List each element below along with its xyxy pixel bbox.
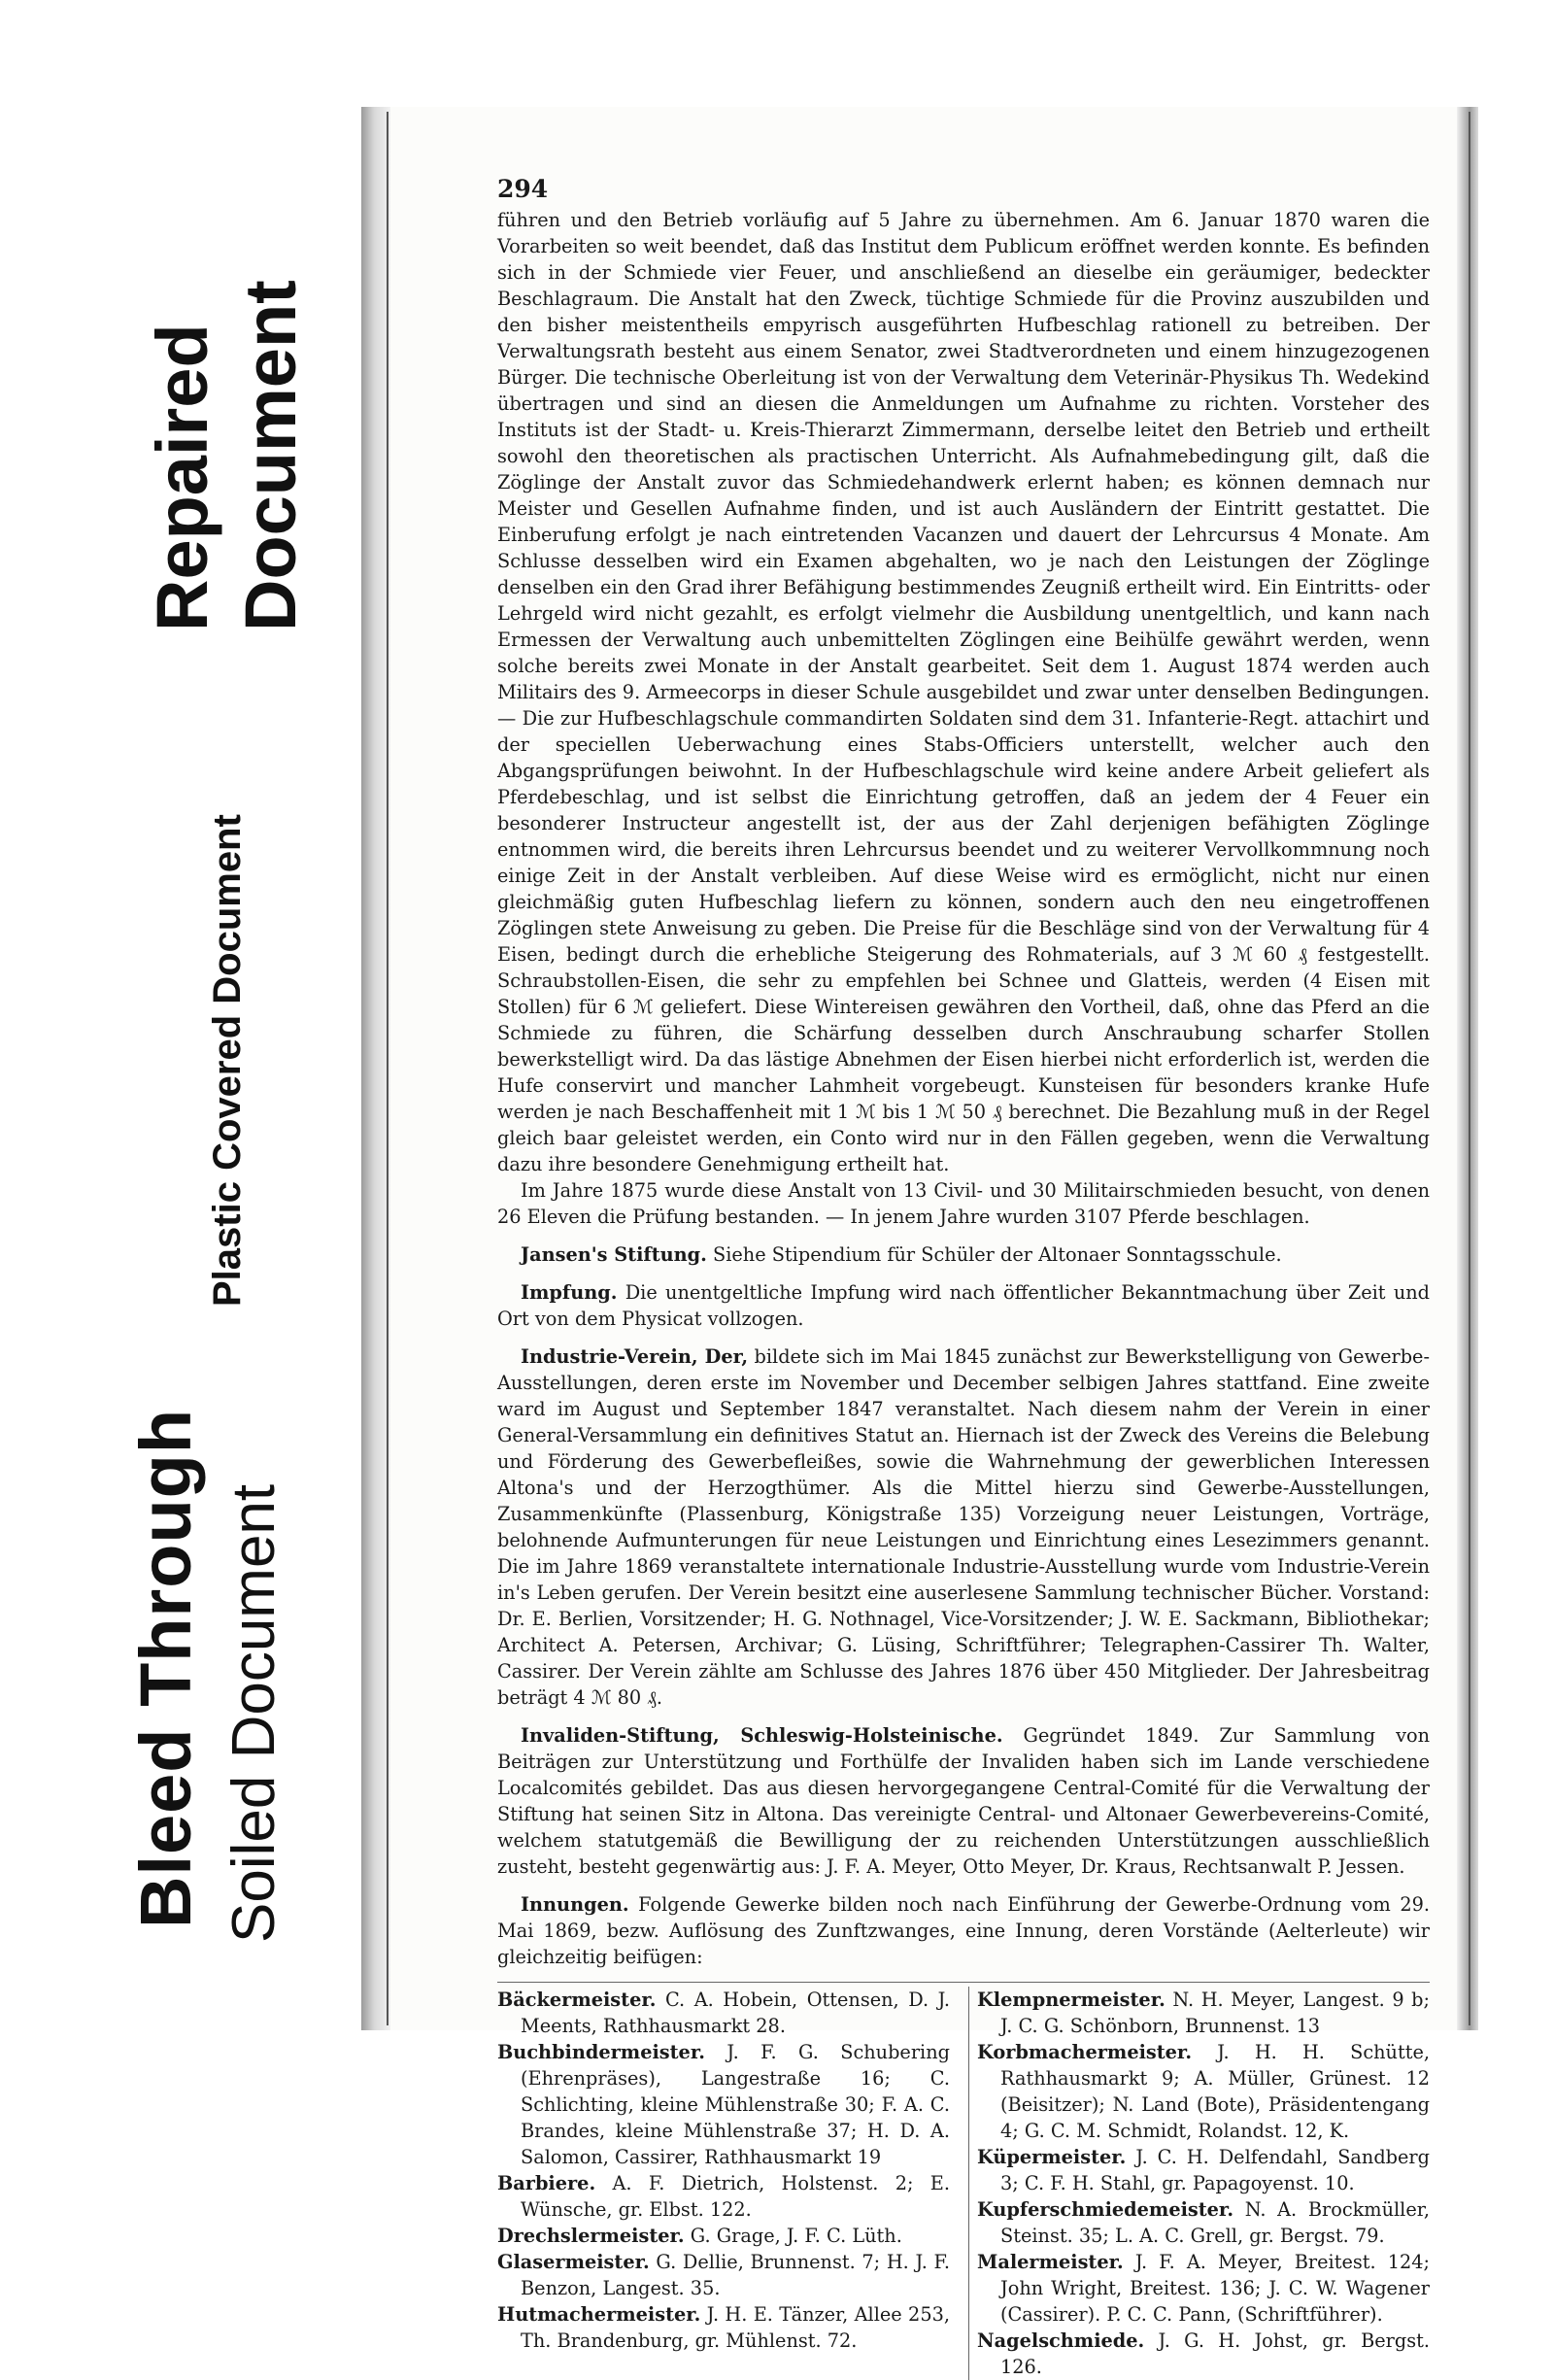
body-paragraph: führen und den Betrieb vorläufig auf 5 Jahre zu übernehmen. Am 6. Januar 1870 waren die Vorarbeiten so weit beendet, daß das Institut dem Publicum eröffnet werden konnte. Es befinden sich in der Schmiede vier Feuer, und anschließend an dieselbe ein geräumiger, bedeckter Beschlagraum. Die Anstalt hat den Zweck, tüchtige Schmiede für die Provinz auszubilden und den bisher meistentheils empyrisch ausgeführten Hufbeschlag rationell zu betreiben. Der Verwaltungsrath besteht aus einem Senator, zwei Stadtverordneten und einem hinzugezogenen Bürger. Die technische Oberleitung ist von der Verwaltung dem Veterinär-Physikus Th. Wedekind übertragen und sind an diesen die Anmeldungen um Aufnahme zu richten. Vorsteher des Instituts ist der Stadt- u. Kreis-Thierarzt Zimmermann, derselbe leitet den Betrieb und ertheilt sowohl den theoretischen als practischen Unterricht. Als Aufnahmebedingung gilt, daß die Zöglinge der Anstalt zuvor das Schmiedehandwerk erlernt haben; es können demnach nur Meister und Gesellen Aufnahme finden, und ist auch Ausländern der Eintritt gestattet. Die Einberufung erfolgt je nach eintretenden Vacanzen und dauert der Lehrcursus 4 Monate. Am Schlusse desselben wird ein Examen abgehalten, wo je nach den Leistungen der Zöglinge denselben ein den Grad ihrer Befähigung bestimmendes Zeugniß ertheilt wird. Ein Eintritts- oder Lehrgeld wird nicht gezahlt, es erfolgt vielmehr die Ausbildung unentgeltlich, und kann nach Ermessen der Verwaltung auch unbemittelten Zöglingen eine Beihülfe gewährt werden, wenn solche bereits zwei Monate in der Anstalt gearbeitet. Seit dem 1. August 1874 werden auch Militairs des 9. Armeecorps in dieser Schule ausgebildet und zwar unter denselben Bedingungen. — Die zur Hufbeschlagschule commandirten Soldaten sind dem 31. Infanterie-Regt. attachirt und der speciellen Ueberwachung eines Stabs-Officiers unterstellt, welcher auch den Abgangsprüfungen beiwohnt. In der Hufbeschlagschule wird keine andere Arbeit geliefert als Pferdebeschlag, und ist selbst die Einrichtung getroffen, daß an jedem der 4 Feuer ein besonderer Instructeur angestellt ist, der aus der Zahl derjenigen befähigten Zöglinge entnommen wird, die bereits ihren Lehrcursus beendet und zu weiterer Vervollkommnung noch einige Zeit in der Anstalt verbleiben. Auf diese Weise wird es ermöglicht, nicht nur einen gleichmäßig guten Hufbeschlag liefern zu können, sondern auch den neu eingetroffenen Zöglingen stete Anweisung zu geben. Die Preise für die Beschläge sind von der Verwaltung für 4 Eisen, bedingt durch die erhebliche Steigerung des Rohmaterials, auf 3 ℳ 60 ₰ festgestellt. Schraubstollen-Eisen, die sehr zu empfehlen bei Schnee und Glatteis, werden (4 Eisen mit Stollen) für 6 ℳ geliefert. Diese Wintereisen gewähren den Vortheil, daß, ohne das Pferd an die Schmiede zu führen, die Schärfung desselben durch Anschraubung scharfer Stollen bewerkstelligt wird. Da das lästige Abnehmen der Eisen hierbei nicht erforderlich ist, werden die Hufe conservirt und mancher Lahmheit vorgebeugt. Kunsteisen für besonders kranke Hufe werden je nach Beschaffenheit mit 1 ℳ bis 1 ℳ 50 ₰ berechnet. Die Bezahlung muß in der Regel gleich baar geleistet werden, ein Conto wird nur in den Fällen gegeben, wenn die Verwaltung dazu ihre besondere Genehmigung ertheilt hat. xyxy=(497,209,1430,1175)
entry-headword: Jansen's Stiftung. xyxy=(521,1243,707,1266)
guild-item: Küpermeister. J. C. H. Delfendahl, Sandberg 3; C. F. H. Stahl, gr. Papagoyenst. 10. xyxy=(977,2146,1430,2194)
page-edge-right xyxy=(1469,112,1470,2025)
entry-innungen xyxy=(497,1891,1430,1970)
entry-impfung xyxy=(497,1279,1430,1332)
guild-item: Korbmachermeister. J. H. H. Schütte, Rathhausmarkt 9; A. Müller, Grünest. 12 (Beisitzer); N. Land (Bote), Präsidentengang 4; G. C. M. Schmidt, Rolandst. 12, K. xyxy=(977,2041,1431,2142)
entry-invaliden-stiftung xyxy=(497,1722,1430,1880)
repaired-label: Repaired xyxy=(142,323,222,631)
soiled-document-label: Soiled Document xyxy=(220,1483,287,1943)
guild-list xyxy=(497,1982,1430,2380)
entry-text: Die unentgeltliche Impfung wird nach öffentlicher Bekanntmachung über Zeit und Ort von dem Physicat vollzogen. xyxy=(497,1281,1430,1330)
guild-item: Hutmachermeister. J. H. E. Tänzer, Allee 253, Th. Brandenburg, gr. Mühlenst. 72. xyxy=(497,2303,950,2352)
guild-column-left xyxy=(497,1987,950,2380)
guild-item: Glasermeister. G. Dellie, Brunnenst. 7; H. J. F. Benzon, Langest. 35. xyxy=(497,2251,950,2299)
entry-text: Folgende Gewerke bilden noch nach Einführung der Gewerbe-Ordnung vom 29. Mai 1869, bezw. Auflösung des Zunftzwanges, eine Innung, deren Vorstände (Aelterleute) wir gleichzeitig beifügen: xyxy=(497,1893,1430,1968)
guild-item: Barbiere. A. F. Dietrich, Holstenst. 2; E. Wünsche, gr. Elbst. 122. xyxy=(497,2172,950,2221)
entry-headword: Innungen. xyxy=(521,1893,629,1916)
guild-column-right xyxy=(968,1987,1430,2380)
entry-text: bildete sich im Mai 1845 zunächst zur Bewerkstelligung von Gewerbe-Ausstellungen, deren erste im November und December selbigen Jahres stattfand. Eine zweite ward im August und September 1847 veranstaltet. Nach diesem nahm der Verein in einer General-Versammlung ein definitives Statut an. Hiernach ist der Zweck des Vereins die Belebung und Förderung des Gewerbefleißes, sowie die Wahrnehmung der gewerblichen Interessen Altona's und der Herzogthümer. Als die Mittel hierzu sind Gewerbe-Ausstellungen, Zusammenkünfte (Plassenburg, Königstraße 135) Vorzeigung neuer Leistungen, Vorträge, belohnende Aufmunterungen für neue Leistungen und Einrichtung eines Lesezimmers genannt. Die im Jahre 1869 veranstaltete internationale Industrie-Ausstellung wurde vom Industrie-Verein in's Leben gerufen. Der Verein besitzt eine auserlesene Sammlung technischer Bücher. Vorstand: Dr. E. Berlien, Vorsitzender; H. G. Nothnagel, Vice-Vorsitzender; J. W. E. Sackmann, Bibliothekar; Architect A. Petersen, Archivar; G. Lüsing, Schriftführer; Telegraphen-Cassirer Th. Walter, Cassirer. Der Verein zählte am Schlusse des Jahres 1876 über 450 Mitglieder. Der Jahresbeitrag beträgt 4 ℳ 80 ₰. xyxy=(497,1345,1430,1709)
guild-item: Bäckermeister. C. A. Hobein, Ottensen, D. J. Meents, Rathhausmarkt 28. xyxy=(497,1989,950,2037)
entry-jansen xyxy=(497,1241,1430,1268)
guild-item: Nagelschmiede. J. G. H. Johst, gr. Bergst. 126. xyxy=(977,2329,1430,2378)
entry-text: Gegründet 1849. Zur Sammlung von Beiträgen zur Unterstützung und Forthülfe der Invaliden haben sich im Lande verschiedene Localcomités gebildet. Das aus diesen hervorgegangene Central-Comité für die Verwaltung der Stiftung hat seinen Sitz in Altona. Das vereinigte Central- und Altonaer Gewerbevereins-Comité, welchem statutgemäß die Bewilligung der zu reichenden Unterstützungen ausschließlich zusteht, besteht gegenwärtig aus: J. F. A. Meyer, Otto Meyer, Dr. Kraus, Rechtsanwalt P. Jessen. xyxy=(497,1724,1430,1878)
document-label: Document xyxy=(230,280,311,631)
plastic-covered-label: Plastic Covered Document xyxy=(206,814,249,1307)
entry-headword: Industrie-Verein, Der, xyxy=(521,1345,749,1368)
guild-item: Buchbindermeister. J. F. G. Schubering (Ehrenpräses), Langestraße 16; C. Schlichting, kleine Mühlenstraße 30; F. A. C. Brandes, kleine Mühlenstraße 37; H. D. A. Salomon, Cassirer, Rathhausmarkt 19 xyxy=(497,2041,950,2168)
page-number: 294 xyxy=(497,175,549,203)
body-paragraph: Im Jahre 1875 wurde diese Anstalt von 13 Civil- und 30 Militairschmieden besucht, von denen 26 Eleven die Prüfung bestanden. — In jenem Jahre wurden 3107 Pferde beschlagen. xyxy=(497,1179,1430,1228)
entry-headword: Invaliden-Stiftung, Schleswig-Holsteinische. xyxy=(521,1724,1003,1747)
page-edge-left xyxy=(387,112,388,2025)
page-content xyxy=(497,175,1430,2380)
bleed-through-label: Bleed Through xyxy=(125,1408,206,1928)
entry-headword: Impfung. xyxy=(521,1281,618,1304)
page-gutter-right xyxy=(1457,107,1478,2030)
entry-industrie-verein xyxy=(497,1343,1430,1711)
guild-item: Kupferschmiedemeister. N. A. Brockmüller, Steinst. 35; L. A. C. Grell, gr. Bergst. 79. xyxy=(977,2198,1430,2247)
entry-text: Siehe Stipendium für Schüler der Altonaer Sonntagsschule. xyxy=(712,1243,1282,1266)
guild-item: Klempnermeister. N. H. Meyer, Langest. 9 b; J. C. G. Schönborn, Brunnenst. 13 xyxy=(977,1989,1430,2037)
guild-item: Drechslermeister. G. Grage, J. F. C. Lüth. xyxy=(497,2225,902,2247)
guild-item: Malermeister. J. F. A. Meyer, Breitest. 124; John Wright, Breitest. 136; J. C. W. Wagener (Cassirer). P. C. C. Pann, (Schriftführer). xyxy=(977,2251,1431,2326)
